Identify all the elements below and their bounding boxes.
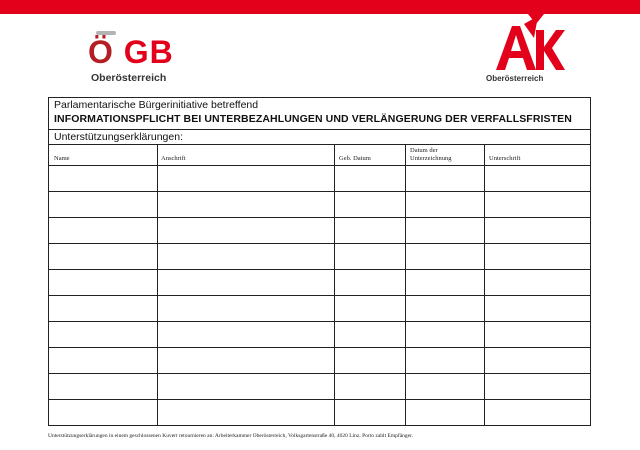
table-row[interactable]: [49, 347, 590, 348]
heading-divider: [49, 129, 590, 130]
signature-rows: [49, 165, 590, 426]
ogb-subtitle: Oberösterreich: [91, 72, 167, 84]
form-heading-line1: Parlamentarische Bürgerinitiative betreffend: [54, 99, 259, 111]
form-heading-title: INFORMATIONSPFLICHT BEI UNTERBEZAHLUNGEN UND VERLÄNGERUNG DER VERFALLSFRISTEN: [54, 113, 572, 125]
ak-subtitle: Oberösterreich: [486, 74, 544, 83]
signature-form: [48, 97, 591, 426]
table-row[interactable]: [49, 191, 590, 192]
ogb-letters: Ö: [88, 34, 114, 70]
ogb-logo: [88, 36, 178, 86]
table-row[interactable]: [49, 399, 590, 400]
table-row[interactable]: [49, 295, 590, 296]
table-row[interactable]: [49, 321, 590, 322]
column-header-signed-date: [410, 147, 452, 163]
column-header-signed-date-line1: Datum der: [410, 147, 438, 154]
table-row[interactable]: [49, 217, 590, 218]
top-red-bar: [0, 0, 640, 14]
table-row[interactable]: [49, 269, 590, 270]
ak-logo: [486, 18, 566, 88]
column-header-signature: Unterschrift: [489, 155, 521, 162]
table-row[interactable]: [49, 373, 590, 374]
ak-wordmark: [486, 18, 566, 74]
ogb-wordmark: [88, 34, 174, 71]
ogb-letters-gb: GB: [123, 34, 174, 70]
column-header-address: Anschrift: [161, 155, 186, 162]
column-header-name: Name: [54, 155, 70, 162]
table-row[interactable]: [49, 243, 590, 244]
section-label: Unterstützungserklärungen:: [54, 131, 183, 143]
column-header-birthdate: Geb. Datum: [339, 155, 371, 162]
return-instructions: Unterstützungserklärungen in einem geschlossenen Kuvert retournieren an: Arbeiterkammer Oberösterreich, Volksgartenstraße 40, 4020 Linz. Porto zahlt Empfänger.: [48, 433, 413, 439]
column-header-signed-date-line2: Unterzeichnung: [410, 155, 452, 162]
column-header-row: [49, 145, 590, 164]
table-row[interactable]: [49, 165, 590, 166]
